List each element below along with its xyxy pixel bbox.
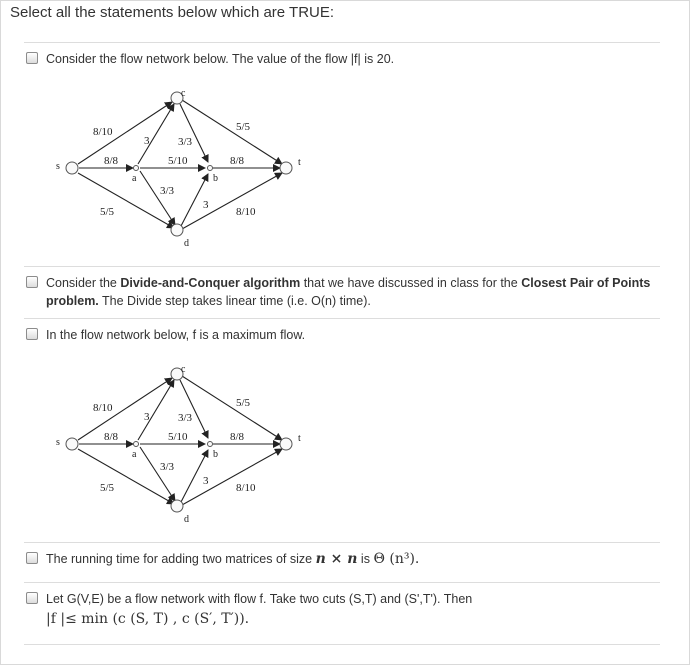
edge-label-d-t: 8/10 xyxy=(236,482,256,494)
node-label-t: t xyxy=(298,433,301,444)
option-2[interactable] xyxy=(26,274,660,310)
edge-label-b-t: 8/8 xyxy=(230,155,245,167)
edge-label-s-a: 8/8 xyxy=(104,431,119,443)
node-s xyxy=(66,438,78,450)
option-5-formula: |f |≤ min (c (S, T) , c (S′, T′)). xyxy=(46,611,250,627)
node-d xyxy=(171,224,183,236)
option-1-checkbox[interactable] xyxy=(26,52,38,64)
edge-label-d-b: 3 xyxy=(203,199,209,211)
separator xyxy=(24,582,660,583)
option-5[interactable] xyxy=(26,590,660,628)
flow-network-diagram-1 xyxy=(50,80,310,260)
option-5-text: Let G(V,E) be a flow network with flow f. Take two cuts (S,T) and (S',T'). Then xyxy=(46,592,473,606)
edge-label-a-c: 3 xyxy=(144,411,150,423)
node-label-t: t xyxy=(298,157,301,168)
node-t xyxy=(280,438,292,450)
option-3[interactable] xyxy=(26,326,660,344)
edge-label-s-a: 8/8 xyxy=(104,155,119,167)
node-label-a: a xyxy=(132,449,137,460)
edge-label-b-t: 8/8 xyxy=(230,431,245,443)
node-label-a: a xyxy=(132,173,137,184)
edge-label-c-b: 3/3 xyxy=(178,412,193,424)
node-label-d: d xyxy=(184,238,189,249)
node-label-c: c xyxy=(181,364,186,375)
separator xyxy=(24,318,660,319)
option-3-text: In the flow network below, f is a maximum flow. xyxy=(46,328,306,342)
separator xyxy=(24,542,660,543)
option-4-checkbox[interactable] xyxy=(26,552,38,564)
edge-label-d-b: 3 xyxy=(203,475,209,487)
edge-d-t xyxy=(182,449,282,505)
node-b xyxy=(208,442,213,447)
edge-label-s-d: 5/5 xyxy=(100,482,115,494)
option-5-checkbox[interactable] xyxy=(26,592,38,604)
node-a xyxy=(134,166,139,171)
edge-label-s-c: 8/10 xyxy=(93,126,113,138)
edge-label-a-c: 3 xyxy=(144,135,150,147)
edge-d-t xyxy=(182,173,282,229)
option-2-checkbox[interactable] xyxy=(26,276,38,288)
node-label-d: d xyxy=(184,514,189,525)
edge-c-b xyxy=(180,380,208,438)
node-t xyxy=(280,162,292,174)
edge-c-b xyxy=(180,104,208,162)
option-4[interactable] xyxy=(26,550,660,568)
node-label-c: c xyxy=(181,88,186,99)
node-label-b: b xyxy=(213,173,218,184)
complexity-math: Θ (n³). xyxy=(373,551,420,567)
edge-label-a-b: 5/10 xyxy=(168,431,188,443)
option-3-checkbox[interactable] xyxy=(26,328,38,340)
flow-network-diagram-2 xyxy=(50,356,310,536)
edge-label-d-t: 8/10 xyxy=(236,206,256,218)
edge-label-a-b: 5/10 xyxy=(168,155,188,167)
option-2-text: Consider the Divide-and-Conquer algorithm that we have discussed in class for the Closest Pair of Points problem. The Divide step takes linear time (i.e. O(n) time). xyxy=(46,276,651,308)
option-4-text: The running time for adding two matrices of size n × n is Θ (n³). xyxy=(46,551,420,567)
edge-a-d xyxy=(140,447,175,501)
node-s xyxy=(66,162,78,174)
question-prompt: Select all the statements below which are TRUE: xyxy=(10,4,335,21)
separator xyxy=(24,266,660,267)
option-1-text: Consider the flow network below. The value of the flow |f| is 20. xyxy=(46,52,395,66)
edge-label-a-d: 3/3 xyxy=(160,461,175,473)
node-label-s: s xyxy=(56,161,60,172)
edge-label-c-t: 5/5 xyxy=(236,397,251,409)
node-b xyxy=(208,166,213,171)
edge-label-s-c: 8/10 xyxy=(93,402,113,414)
matrix-size-math: n × n xyxy=(315,551,358,567)
option-1[interactable] xyxy=(26,50,660,68)
node-d xyxy=(171,500,183,512)
edge-label-a-d: 3/3 xyxy=(160,185,175,197)
edge-a-d xyxy=(140,171,175,225)
node-label-b: b xyxy=(213,449,218,460)
separator xyxy=(24,644,660,645)
edge-label-c-b: 3/3 xyxy=(178,136,193,148)
separator xyxy=(24,42,660,43)
node-a xyxy=(134,442,139,447)
edge-label-s-d: 5/5 xyxy=(100,206,115,218)
edge-label-c-t: 5/5 xyxy=(236,121,251,133)
node-label-s: s xyxy=(56,437,60,448)
